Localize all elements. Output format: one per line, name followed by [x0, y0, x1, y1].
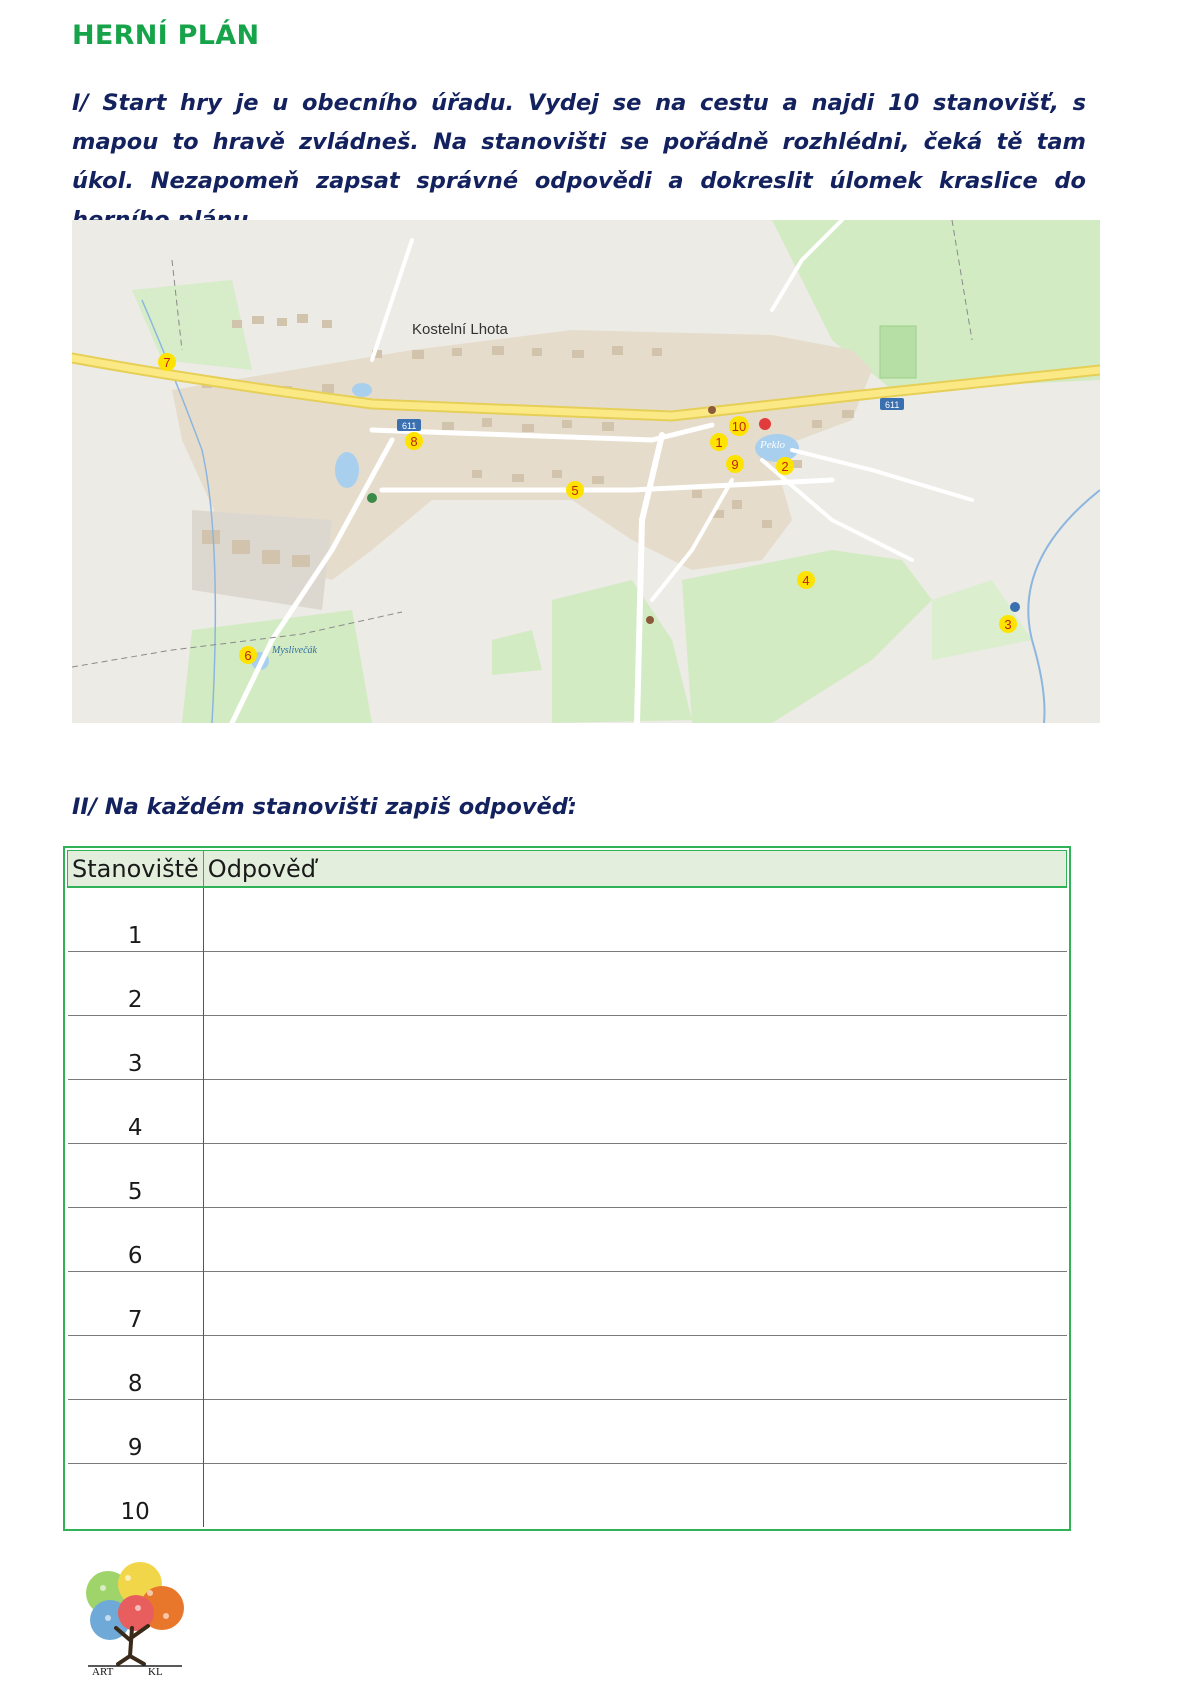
svg-text:1: 1	[715, 435, 723, 450]
table-row	[68, 887, 1067, 952]
station-number: 6	[68, 1208, 204, 1272]
svg-text:4: 4	[802, 573, 810, 588]
station-number: 1	[68, 887, 204, 952]
answer-cell[interactable]	[203, 1208, 1066, 1272]
table-row	[68, 1144, 1067, 1208]
station-number: 5	[68, 1144, 204, 1208]
table-row	[68, 952, 1067, 1016]
table-row	[68, 1336, 1067, 1400]
svg-text:6: 6	[244, 648, 252, 663]
medical-icon	[759, 418, 771, 430]
road-number-label: 611	[402, 421, 417, 431]
station-marker-3[interactable]	[999, 615, 1017, 633]
answer-cell[interactable]	[203, 1400, 1066, 1464]
place-label-myslivecak: Myslivečák	[272, 645, 317, 656]
table-row	[68, 1464, 1067, 1528]
table-row	[68, 1080, 1067, 1144]
answer-cell[interactable]	[203, 1272, 1066, 1336]
village-label: Kostelní Lhota	[412, 321, 508, 338]
station-number: 9	[68, 1400, 204, 1464]
station-marker-9[interactable]	[726, 455, 744, 473]
station-marker-7[interactable]	[158, 353, 176, 371]
poi-icon	[367, 493, 377, 503]
station-number: 4	[68, 1080, 204, 1144]
answer-cell[interactable]	[203, 887, 1066, 952]
page-title: HERNÍ PLÁN	[72, 20, 260, 51]
answer-column-header: Odpověď	[203, 851, 1066, 888]
church-icon	[708, 406, 716, 414]
station-number: 10	[68, 1464, 204, 1528]
road-number-label: 611	[885, 400, 900, 410]
station-number: 7	[68, 1272, 204, 1336]
svg-text:8: 8	[410, 434, 418, 449]
station-number: 8	[68, 1336, 204, 1400]
village-map	[72, 220, 1100, 723]
station-number: 2	[68, 952, 204, 1016]
station-marker-8[interactable]	[405, 432, 423, 450]
svg-text:10: 10	[731, 419, 747, 434]
table-row	[68, 1272, 1067, 1336]
artkl-logo	[78, 1558, 190, 1676]
table-row	[68, 1016, 1067, 1080]
logo-text-right: KL	[148, 1666, 163, 1676]
svg-text:5: 5	[571, 483, 579, 498]
pond	[335, 452, 359, 488]
answers-table	[63, 846, 1071, 1531]
station-marker-5[interactable]	[566, 481, 584, 499]
answer-cell[interactable]	[203, 952, 1066, 1016]
road-shield-east	[880, 398, 904, 410]
bus-stop-icon	[1010, 602, 1020, 612]
station-column-header: Stanoviště	[68, 851, 204, 888]
station-marker-2[interactable]	[776, 457, 794, 475]
pond	[352, 383, 372, 397]
answer-cell[interactable]	[203, 1080, 1066, 1144]
answer-cell[interactable]	[203, 1336, 1066, 1400]
table-row	[68, 1208, 1067, 1272]
intro-text: I/ Start hry je u obecního úřadu. Vydej se na cestu a najdi 10 stanovišť, s mapou to hravě zvládneš. Na stanovišti se pořádně rozhlédni, čeká tě tam úkol. Nezapomeň zapsat správné odpovědi a dokreslit úlomek kraslice do	[72, 90, 1086, 194]
answer-cell[interactable]	[203, 1144, 1066, 1208]
station-marker-4[interactable]	[797, 571, 815, 589]
place-label-peklo: Peklo	[760, 439, 786, 451]
station-number: 3	[68, 1016, 204, 1080]
table-row	[68, 1400, 1067, 1464]
answers-header-row	[68, 851, 1067, 888]
svg-text:2: 2	[781, 459, 789, 474]
answers-heading: II/ Na každém stanovišti zapiš odpověď:	[72, 794, 577, 820]
svg-text:9: 9	[731, 457, 739, 472]
svg-text:3: 3	[1004, 617, 1012, 632]
road-shield-west	[397, 419, 421, 431]
cemetery-icon	[646, 616, 654, 624]
answer-cell[interactable]	[203, 1016, 1066, 1080]
answer-cell[interactable]	[203, 1464, 1066, 1528]
station-marker-6[interactable]	[239, 646, 257, 664]
station-marker-1[interactable]	[710, 433, 728, 451]
logo-trunk	[116, 1626, 148, 1664]
logo-text-left: ART	[92, 1666, 114, 1676]
sports-field	[880, 326, 916, 378]
station-marker-10[interactable]	[729, 416, 749, 436]
svg-text:7: 7	[163, 355, 171, 370]
